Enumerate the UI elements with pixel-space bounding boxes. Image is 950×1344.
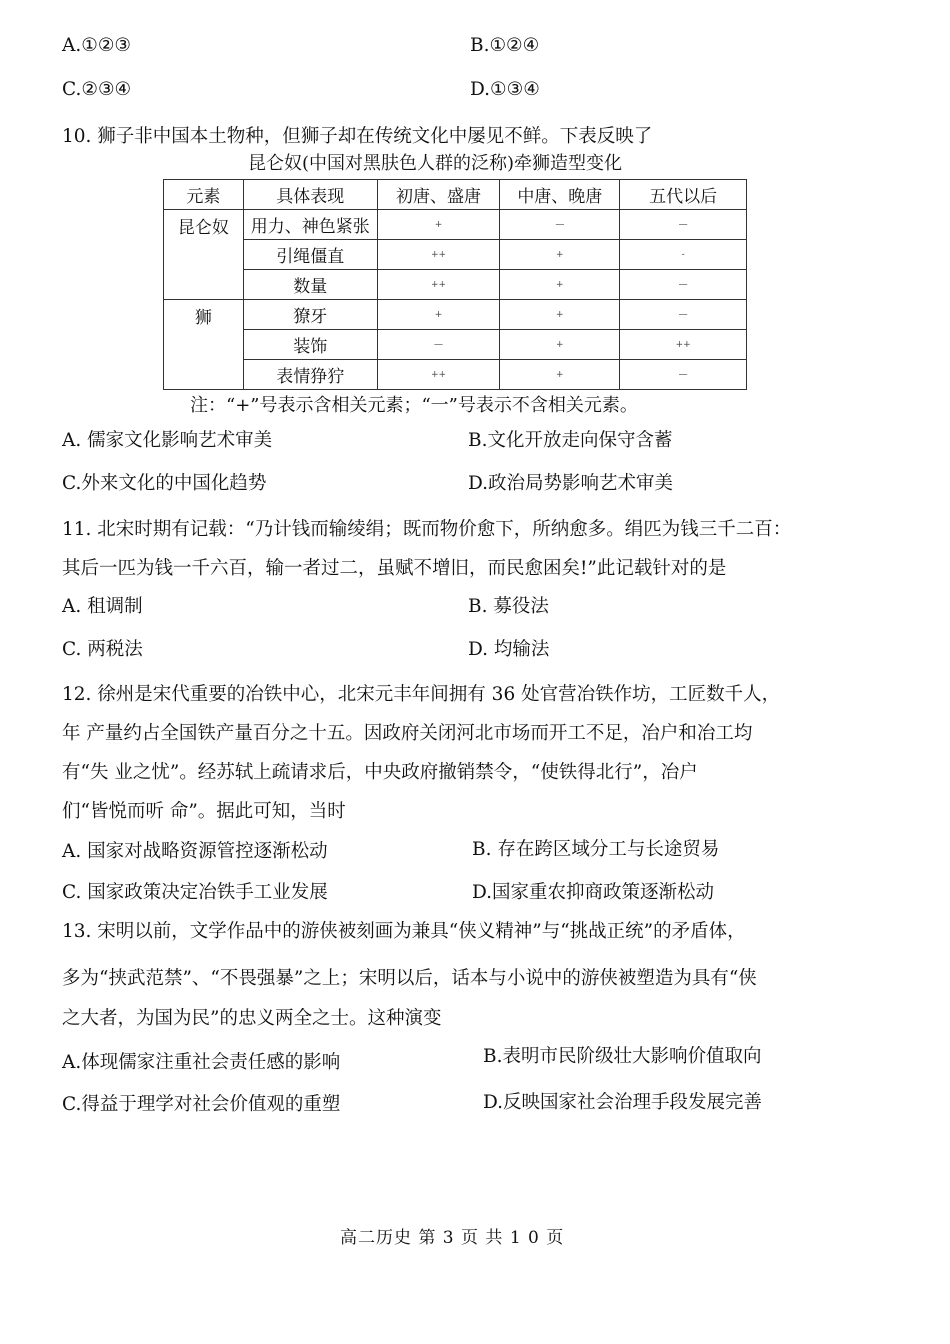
feature-cell: 用力、神色紧张: [243, 210, 377, 240]
q12-option-c: C. 国家政策决定冶铁手工业发展: [62, 882, 328, 903]
q11-option-a: A. 租调制: [62, 596, 143, 617]
mark-cell: ++: [620, 330, 747, 360]
q12-stem-line2: 年 产量约占全国铁产量百分之十五。因政府关闭河北市场而开工不足，冶户和冶工均: [62, 723, 753, 744]
mark-cell: +: [500, 300, 620, 330]
q11-option-c: C. 两税法: [62, 639, 143, 660]
feature-cell: 表情狰狞: [243, 360, 377, 390]
table-header-row: [164, 180, 747, 210]
q10-stem: 10. 狮子非中国本土物种，但狮子却在传统文化中屡见不鲜。下表反映了: [62, 126, 653, 147]
table-row: [164, 240, 747, 270]
q10-option-a: A. 儒家文化影响艺术审美: [62, 430, 273, 451]
mark-cell: ++: [377, 270, 500, 300]
table-row: [164, 210, 747, 240]
element-cell: 昆仑奴: [164, 210, 244, 300]
mark-cell: +: [500, 360, 620, 390]
q9-option-b: B.①②④: [470, 35, 540, 56]
mark-cell: —: [500, 210, 620, 240]
mark-cell: —: [377, 330, 500, 360]
mark-cell: +: [500, 240, 620, 270]
q13-option-c: C.得益于理学对社会价值观的重塑: [62, 1094, 341, 1115]
q13-option-a: A.体现儒家注重社会责任感的影响: [62, 1052, 341, 1073]
table-row: [164, 270, 747, 300]
q10-table: [163, 179, 747, 390]
q9-option-d: D.①③④: [470, 79, 540, 100]
q9-option-c: C.②③④: [62, 79, 132, 100]
q13-option-d: D.反映国家社会治理手段发展完善: [483, 1092, 763, 1113]
mark-cell: -: [620, 240, 747, 270]
q10-option-d: D.政治局势影响艺术审美: [468, 473, 674, 494]
q10-option-b: B.文化开放走向保守含蓄: [468, 430, 673, 451]
q11-stem-line2: 其后一匹为钱一千六百，输一者过二，虽赋不增旧，而民愈困矣!”此记载针对的是: [62, 558, 727, 579]
q11-option-d: D. 均输法: [468, 639, 550, 660]
q9-option-a: A.①②③: [62, 35, 131, 56]
q12-option-d: D.国家重农抑商政策逐渐松动: [472, 882, 715, 903]
q12-option-b: B. 存在跨区域分工与长途贸易: [472, 839, 720, 860]
feature-cell: 数量: [243, 270, 377, 300]
mark-cell: —: [620, 360, 747, 390]
table-row: [164, 330, 747, 360]
header-cell: 中唐、晚唐: [500, 180, 620, 210]
header-cell: 初唐、盛唐: [377, 180, 500, 210]
q13-stem-line3: 之大者，为国为民”的忠义两全之士。这种演变: [62, 1008, 442, 1029]
q11-option-b: B. 募役法: [468, 596, 549, 617]
q10-option-c: C.外来文化的中国化趋势: [62, 473, 267, 494]
page-footer: 高二历史 第 3 页 共 1 0 页: [340, 1228, 565, 1248]
mark-cell: —: [620, 270, 747, 300]
q10-table-note: 注：“+”号表示含相关元素；“一”号表示不含相关元素。: [190, 395, 638, 416]
table-row: [164, 300, 747, 330]
q12-stem-line1: 12. 徐州是宋代重要的冶铁中心，北宋元丰年间拥有 36 处官营冶铁作坊，工匠数千人，: [62, 684, 781, 705]
header-cell: 五代以后: [620, 180, 747, 210]
q12-option-a: A. 国家对战略资源管控逐渐松动: [62, 841, 328, 862]
mark-cell: —: [620, 300, 747, 330]
q12-stem-line4: 们“皆悦而听 命”。据此可知，当时: [62, 801, 346, 822]
feature-cell: 獠牙: [243, 300, 377, 330]
feature-cell: 装饰: [243, 330, 377, 360]
element-cell: 狮: [164, 300, 244, 390]
q12-stem-line3: 有“失 业之忧”。经苏轼上疏请求后，中央政府撤销禁令，“使铁得北行”，冶户: [62, 762, 698, 783]
q13-stem-line1: 13. 宋明以前，文学作品中的游侠被刻画为兼具“侠义精神”与“挑战正统”的矛盾体，: [62, 921, 746, 942]
q13-stem-line2: 多为“挟武范禁”、“不畏强暴”之上；宋明以后，话本与小说中的游侠被塑造为具有“侠: [62, 968, 757, 989]
mark-cell: ++: [377, 360, 500, 390]
q11-stem-line1: 11. 北宋时期有记载：“乃计钱而输绫绢；既而物价愈下，所纳愈多。绢匹为钱三千二百：: [62, 519, 792, 540]
mark-cell: +: [500, 330, 620, 360]
header-cell: 元素: [164, 180, 244, 210]
mark-cell: —: [620, 210, 747, 240]
header-cell: 具体表现: [243, 180, 377, 210]
q10-table-title: 昆仑奴(中国对黑肤色人群的泛称)牵狮造型变化: [248, 153, 623, 174]
mark-cell: +: [377, 300, 500, 330]
q13-option-b: B.表明市民阶级壮大影响价值取向: [483, 1046, 762, 1067]
mark-cell: ++: [377, 240, 500, 270]
mark-cell: +: [377, 210, 500, 240]
feature-cell: 引绳僵直: [243, 240, 377, 270]
table-row: [164, 360, 747, 390]
mark-cell: +: [500, 270, 620, 300]
